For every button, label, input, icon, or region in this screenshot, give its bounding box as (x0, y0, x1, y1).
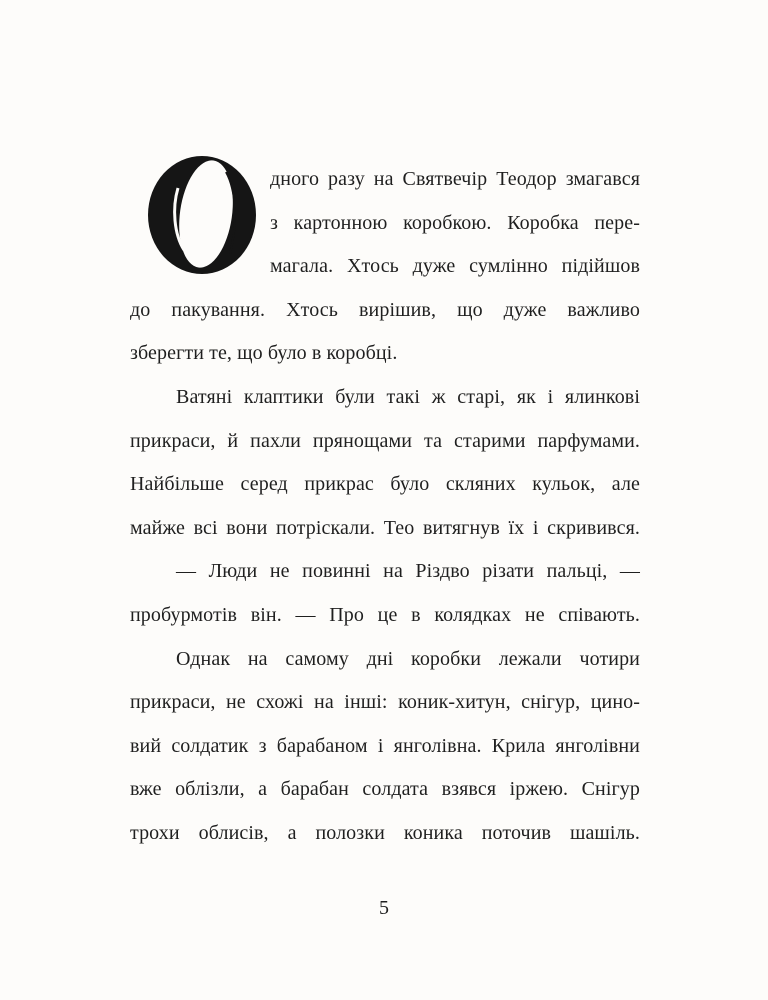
text-line: майже всі вони потріскали. Тео витягнув їх і скривився. (130, 516, 640, 539)
text-line: Ватяні клаптики були такі ж старі, як і ялинкові (176, 385, 640, 408)
text-line: Однак на самому дні коробки лежали чотири (176, 647, 640, 670)
text-line: Найбільше серед прикрас було скляних кульок, але (130, 473, 640, 496)
text-line: вже облізли, а барабан солдата взявся іржею. Снігур (130, 778, 640, 801)
text-line: прикраси, не схожі на інші: коник-хитун, снігур, цино- (130, 691, 640, 714)
text-line: вий солдатик з барабаном і янголівна. Крила янголівни (130, 734, 640, 757)
text-line: до пакування. Хтось вирішив, що дуже важливо (130, 298, 640, 321)
text-line: дного разу на Святвечір Теодор змагався (270, 168, 640, 190)
body-text (130, 158, 640, 856)
text-line: з картонною коробкою. Коробка пере- (270, 211, 640, 234)
page-number: 5 (379, 897, 389, 919)
text-line: зберегти те, що було в коробці. (130, 342, 398, 365)
text-line: — Люди не повинні на Різдво різати пальці, — (176, 560, 640, 583)
text-line: прикраси, й пахли прянощами та старими парфумами. (130, 429, 640, 452)
text-line: трохи облисів, а полозки коника поточив шашіль. (130, 821, 640, 844)
text-line: магала. Хтось дуже сумлінно підійшов (270, 255, 640, 278)
text-line: пробурмотів він. — Про це в колядках не співають. (130, 603, 640, 626)
